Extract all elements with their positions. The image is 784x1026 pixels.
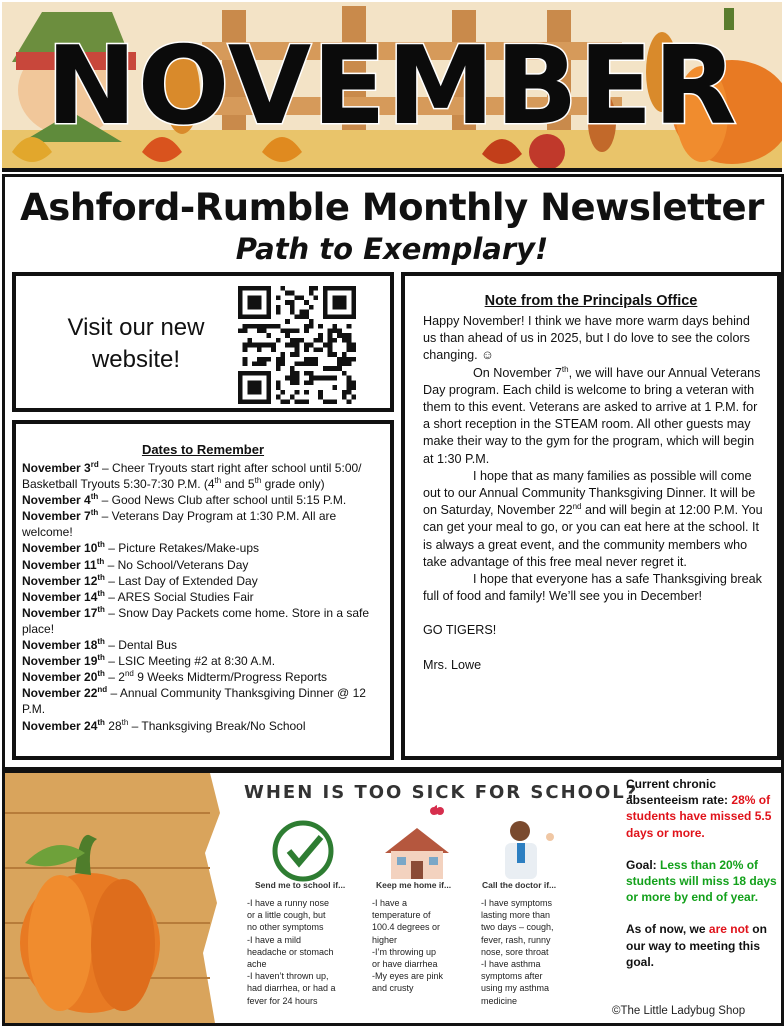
column-home-body <box>372 897 443 995</box>
column-doctor-body <box>481 897 554 1007</box>
note-p2-sup: th <box>561 364 569 374</box>
date-item: November 10th – Picture Retakes/Make-ups <box>22 540 260 556</box>
status-red: are not <box>708 922 749 937</box>
symptom-line: medicine <box>481 995 518 1006</box>
symptom-line: headache or stomach <box>247 946 334 957</box>
symptom-line: fever for 24 hours <box>247 995 318 1006</box>
note-heading: Note from the Principals Office <box>484 293 698 309</box>
note-p3-start: I hope that as many families as possible will come out to our Annual Community Thanksgiving Dinner. It will be on Saturday, November 22 <box>423 468 756 518</box>
note-paragraph-2 <box>423 365 765 468</box>
sick-title: WHEN IS TOO SICK FOR SCHOOL? <box>244 782 639 803</box>
banner-title: NOVEMBER <box>46 24 738 149</box>
symptom-line: symptoms after <box>481 971 543 982</box>
note-closing: GO TIGERS! <box>423 623 497 638</box>
symptom-line: no other symptoms <box>247 922 324 933</box>
symptom-line: -My eyes are pink <box>372 971 444 982</box>
symptom-line: ache <box>247 959 267 970</box>
date-item: November 4th – Good News Club after school until 5:15 P.M. <box>22 492 347 508</box>
symptom-line: using my asthma <box>481 983 550 994</box>
goal-label: Goal: <box>626 857 657 872</box>
column-school-body <box>247 897 336 1007</box>
date-item: November 20th – 2nd 9 Weeks Midterm/Progress Reports <box>22 669 328 685</box>
symptom-line: higher <box>372 934 398 945</box>
symptom-line: -I have symptoms <box>481 898 553 908</box>
note-paragraph-1: Happy November! I think we have more warm days behind us than ahead of us in 2025, but I do love to see the colors changing. ☺ <box>423 314 750 363</box>
symptom-line: -I have a mild <box>247 934 302 945</box>
note-p3-sup: nd <box>572 502 582 512</box>
date-item: November 11th – No School/Veterans Day <box>22 556 249 572</box>
dates-list <box>22 460 382 734</box>
absentee-label: Current chronic absenteeism rate: <box>626 777 729 808</box>
date-item: November 7th – Veterans Day Program at 1:30 P.M. All are welcome! <box>22 508 337 540</box>
symptom-line: fever, rash, runny <box>481 934 551 945</box>
symptom-line: and crusty <box>372 983 414 994</box>
newsletter-subtitle: Path to Exemplary! <box>235 232 549 266</box>
absenteeism-info <box>626 776 778 970</box>
symptom-line: -I have a runny nose <box>247 898 330 908</box>
status-start: As of now, we <box>626 922 706 937</box>
note-body <box>423 313 765 674</box>
goal-value: Less than 20% of students will miss 18 days or more by end of year. <box>626 857 777 905</box>
note-signature: Mrs. Lowe <box>423 657 482 672</box>
absentee-status <box>626 921 778 970</box>
symptom-line: two days – cough, <box>481 922 554 933</box>
qr-code[interactable] <box>238 286 356 404</box>
website-box <box>12 272 394 412</box>
note-paragraph-4: I hope that everyone has a safe Thanksgiving break full of food and family! We’ll see you in December! <box>423 572 762 604</box>
absentee-rate-value: 28% of students have missed 5.5 days or more. <box>626 793 772 840</box>
note-p3-end: and will begin at 12:00 P.M. You can get your meal to go, or you can eat here at the school. It is always a great event, and the community members who take advantage of this free meal never regret it. <box>423 503 763 569</box>
column-home-heading: Keep me home if... <box>376 880 452 890</box>
newsletter-title: Ashford-Rumble Monthly Newsletter <box>20 186 764 229</box>
date-item: November 3rd – Cheer Tryouts start right after school until 5:00/ Basketball Tryouts 5:30-7:30 P.M. (4th and 5th grade only) <box>22 460 362 492</box>
principal-note-box <box>401 272 781 760</box>
symptom-line: -I have a <box>372 898 408 908</box>
absentee-goal <box>626 857 778 906</box>
symptom-line: lasting more than <box>481 910 551 921</box>
date-item: November 22nd – Annual Community Thanksgiving Dinner @ 12 P.M. <box>22 685 366 717</box>
status-end: on our way to meeting this goal. <box>626 922 767 969</box>
symptom-line: or have diarrhea <box>372 959 438 970</box>
date-item: November 12th – Last Day of Extended Day <box>22 572 258 588</box>
symptom-line: temperature of <box>372 910 431 921</box>
date-item: November 18th – Dental Bus <box>22 637 177 653</box>
symptom-line: nose, sore throat <box>481 946 549 957</box>
november-banner <box>2 2 782 172</box>
date-item: November 14th – ARES Social Studies Fair <box>22 588 254 604</box>
website-line-2: website! <box>91 346 181 373</box>
note-p2-end: , we will have our Annual Veterans Day program. Each child is welcome to bring a veteran with them to this event. Veterans are asked to arrive at 1 P.M. for a short reception in the STEAM room. All other guests may make their way to the gym for the program, which will begin at 1:30 P.M. <box>423 365 761 466</box>
dates-heading: Dates to Remember <box>141 442 265 457</box>
absentee-rate <box>626 776 778 841</box>
date-item: November 17th – Snow Day Packets come home. Store in a safe place! <box>22 604 370 636</box>
column-doctor-heading: Call the doctor if... <box>482 880 557 890</box>
date-item: November 24th 28th – Thanksgiving Break/No School <box>22 717 306 733</box>
dates-box <box>12 420 394 760</box>
note-p2-start: On November 7 <box>473 365 562 380</box>
date-item: November 19th – LSIC Meeting #2 at 8:30 A.M. <box>22 653 276 669</box>
symptom-line: had diarrhea, or had a <box>247 983 336 994</box>
column-school-heading: Send me to school if... <box>255 880 346 890</box>
symptom-line: -I’m throwing up <box>372 946 437 957</box>
copyright: ©The Little Ladybug Shop <box>612 1005 746 1017</box>
symptom-line: -I haven’t thrown up, <box>247 971 329 982</box>
website-line-1: Visit our new <box>67 314 205 341</box>
symptom-line: 100.4 degrees or <box>372 922 441 933</box>
website-text <box>36 312 236 376</box>
symptom-line: -I have asthma <box>481 959 541 970</box>
symptom-line: or a little cough, but <box>247 910 326 921</box>
note-paragraph-3 <box>423 468 765 571</box>
